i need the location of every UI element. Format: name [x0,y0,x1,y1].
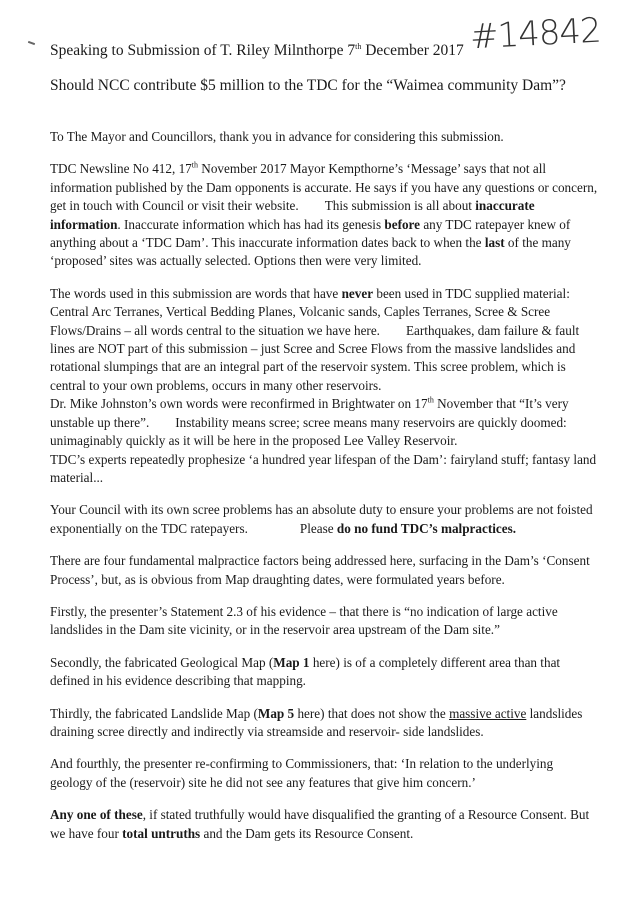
submission-body [50,128,598,857]
paragraph-newsline: TDC Newsline No 412, 17th November 2017 Mayor Kempthorne’s ‘Message’ says that not all information published by the Dam opponents is accurate. He says if you have any questions or concern, get in touch with Council or visit their website. This submission is all about inaccurate information. Inaccurate information which has had its genesis before any TDC ratepayer knew of anything about a ‘TDC Dam’. This inaccurate information dates back to when the last of the many ‘proposed’ sites was actually selected. Options then were very limited. [50,161,598,269]
speaking-heading-date: December 2017 [361,42,464,59]
paragraph-four-factors: There are four fundamental malpractice factors being addressed here, surfacing in the Dam’s ‘Consent Process’, but, as is obvious from Map draughting dates, were formulated years before. [50,553,590,587]
paragraph-salutation: To The Mayor and Councillors, thank you in advance for considering this submission. [50,129,504,144]
paragraph-secondly: Secondly, the fabricated Geological Map (Map 1 here) is of a completely different area than that defined in his evidence describing that mapping. [50,654,561,689]
paragraph-fourthly: And fourthly, the presenter re-confirming to Commissioners, that: ‘In relation to the underlying geology of the (reservoir) site he did not see any features that give him concern.’ [50,756,554,790]
paragraph-conclusion: Any one of these, if stated truthfully would have disqualified the granting of a Resource Consent. But we have four total untruths and the Dam gets its Resource Consent. [50,807,590,841]
speaking-heading [50,42,464,60]
question-heading: Should NCC contribute $5 million to the TDC for the “Waimea community Dam”? [50,77,566,94]
paragraph-scree-words: The words used in this submission are words that have never been used in TDC supplied material: Central Arc Terranes, Vertical Bedding Planes, Volcanic sands, Caples Terranes, Scree & Scree Flows/Drains – all words central to the situation we have here. Earthquakes, dam failure & fault lines are NOT part of this submission – just Scree and Scree Flows from the massive landslides and rotational slumpings that are an integral part of the reservoir system. This scree problem, which is central to your own problems, occurs in many other reservoirs. Dr. Mike Johnston’s own words were reconfirmed in Brightwater on 17th November that “It’s very unstable up there”. Instability means scree; scree means many reservoirs are quickly doomed: unimaginably quickly as it will be here in the proposed Lee Valley Reservoir. TDC’s experts repeatedly prophesize ‘a hundred year lifespan of the Dam’: fairyland stuff; fantasy land material... [50,285,597,485]
paragraph-council-duty: Your Council with its own scree problems has an absolute duty to ensure your problems are not foisted exponentially on the TDC ratepayers. Please do no fund TDC’s malpractices. [50,502,593,536]
speaking-heading-text: Speaking to Submission of T. Riley Milnthorpe 7 [50,42,356,59]
stray-pen-mark [28,41,35,45]
paragraph-firstly: Firstly, the presenter’s Statement 2.3 of his evidence – that there is “no indication of large active landslides in the Dam site vicinity, or in the reservoir area upstream of the Dam site.” [50,603,558,638]
handwritten-reference-number: #14842 [469,10,602,58]
speaking-heading-sup: th [355,41,362,51]
paragraph-thirdly: Thirdly, the fabricated Landslide Map (Map 5 here) that does not show the massive active landslides draining scree directly and indirectly via streamside and reservoir- side landslides. [50,705,583,739]
